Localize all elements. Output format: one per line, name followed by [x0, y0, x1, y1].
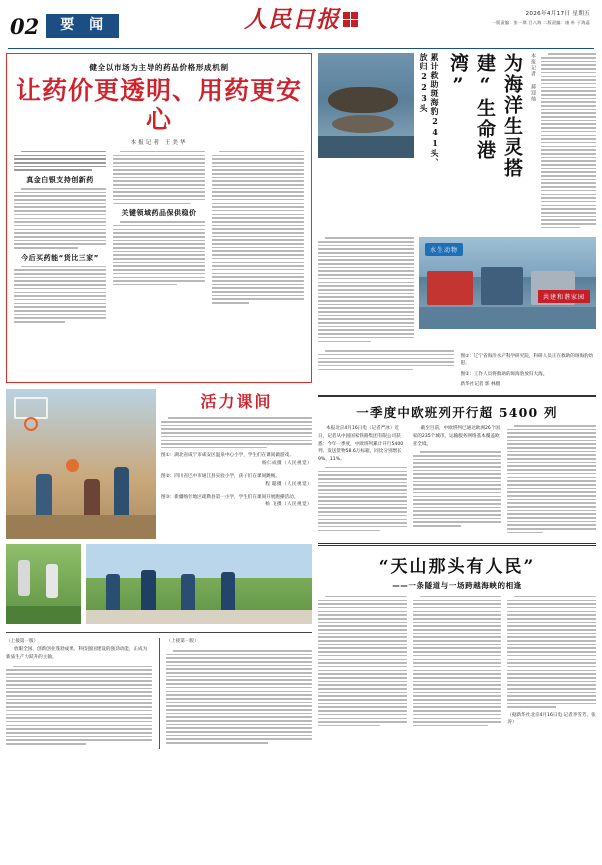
lead-subhead-b: 今后买药能“货比三家”: [21, 253, 99, 262]
body-text: [413, 451, 502, 526]
body-text: [113, 221, 205, 285]
seal-credit: 新华社记者 郭 林摄: [460, 382, 501, 388]
body-text: [507, 596, 596, 708]
class-caption-1: [161, 452, 312, 467]
rail-body-note: 截至目前，中欧班列已通达欧洲26个国家的235个城市，运输服务网络基本覆盖欧亚全境。: [412, 425, 501, 447]
section-divider-1: [318, 395, 596, 397]
page-body: [6, 49, 596, 748]
body-text: [161, 417, 312, 448]
seal-icon: [343, 12, 358, 27]
nameplate-title: 人民日报: [244, 6, 340, 33]
body-text: [318, 237, 414, 342]
issue-date: 2026年4月17日 星期五: [525, 11, 590, 17]
class-photo-rope: [6, 544, 81, 624]
body-text: [113, 151, 205, 204]
class-photo-main-wrap: [6, 389, 156, 539]
rail-story: [318, 403, 596, 538]
seal-byline: 本报记者 郝迎灿: [530, 53, 536, 103]
lead-body-columns: [14, 151, 304, 327]
body-text: [318, 467, 407, 531]
masthead-meta: [492, 9, 590, 26]
body-text: [212, 151, 304, 304]
continued-text: 放眼全国，创新创业蓬勃成果、科技强国建设的强劲动能，正成为新质生产力跃升的主轴。: [6, 646, 148, 660]
seal-story: [318, 53, 596, 388]
lead-subhead-c: 关键领域药品保供稳价: [121, 209, 197, 218]
body-text: [166, 650, 312, 744]
footer-note: [6, 638, 312, 748]
tunnel-col-1: [318, 596, 407, 731]
badge-harmonious-home: 共建和谐家园: [538, 290, 590, 303]
tunnel-col-3: [507, 596, 596, 731]
caption-credit: 杨 飞摄（人民视觉）: [265, 502, 312, 508]
body-text: [413, 596, 502, 727]
left-column: [6, 53, 312, 748]
seal-caption-1: 图①：辽宁省海洋水产科学研究院，科研人员正在救助的斑海豹幼崽。: [460, 354, 594, 367]
caption-text: 图③：新疆喀什地区疏勒县第一小学，学生们在课间开展跑操活动。: [161, 494, 299, 500]
caption-credit: 杨仁成摄（人民视觉）: [262, 460, 312, 466]
lead-shoulder: 健全以市场为主导的药品价格形成机制: [89, 63, 229, 73]
rail-col-3: [507, 425, 596, 538]
continued-label-2: （上接第一版）: [166, 639, 199, 645]
class-caption-2: [161, 473, 312, 488]
rail-dateline: 本报北京4月16日电（记者严冰）近日，记者从中国国家铁路集团有限公司获悉：今年一季度，中欧班列累计开行5400列、发送货物58.6万标箱，同比分别增长9%、11%。: [318, 425, 404, 463]
body-text: [14, 188, 106, 249]
section-divider-2: [318, 543, 596, 545]
section-badge: 要 闻: [46, 14, 119, 39]
continued-label: （上接第一版）: [6, 639, 39, 645]
nameplate: [244, 8, 358, 31]
lead-headline: 让药价更透明、用药更安心: [15, 76, 302, 135]
class-story: [6, 389, 312, 624]
class-photo-basketball: [6, 389, 156, 539]
class-caption-3: [161, 494, 312, 509]
body-text: [318, 596, 407, 727]
badge-aquatic-animal: 水生动物: [425, 243, 463, 256]
tunnel-subtitle: ——一条隧道与一场跨越海峡的相逢: [392, 580, 522, 590]
seal-headline-block: [419, 53, 596, 232]
footer-divider: [6, 632, 312, 633]
seal-photo-wrap: [318, 53, 414, 232]
body-text: [541, 53, 596, 228]
body-text: [318, 350, 454, 370]
tunnel-credit: （据新华社北京4月16日电 记者李雪芳、张涛）: [507, 713, 596, 726]
seal-shoulder: 累计救助斑海豹241头、放归223头: [419, 53, 440, 168]
caption-text: 图①：湖北省咸宁市咸安区温泉中心小学，学生们在课间做游戏。: [161, 453, 294, 459]
rail-col-1: [318, 425, 407, 538]
tunnel-story: [318, 552, 596, 731]
tunnel-col-2: [413, 596, 502, 731]
page-number: 02: [10, 13, 40, 39]
caption-credit: 程 聪摄（人民视觉）: [265, 481, 312, 487]
seal-headline: 为海洋生灵搭建“生命港湾”: [447, 53, 523, 180]
issue-editors: 一版责编：张一琪 吕八海 二版责编：康 朴 于海蕊: [491, 20, 590, 25]
lead-col-3: [212, 151, 304, 327]
right-column: [318, 53, 596, 748]
class-photo-row-2: [6, 544, 312, 624]
body-text: [6, 666, 152, 745]
masthead: [6, 0, 596, 46]
class-text-wrap: [161, 389, 312, 539]
caption-text: 图②：四川省巴中市通江县实验小学，孩子们在课间跳绳。: [161, 474, 280, 480]
lead-byline: 本报记者 王美华: [130, 139, 188, 146]
lead-subhead-a: 真金白银支持创新药: [26, 175, 94, 184]
body-text: [14, 151, 106, 171]
rail-col-2: [413, 425, 502, 538]
seal-photo-release: [419, 237, 596, 329]
body-text: [507, 425, 596, 534]
lead-story: [6, 53, 312, 383]
rail-headline: 一季度中欧班列开行超 5400 列: [356, 404, 558, 420]
seal-photo-rescue: [318, 53, 414, 158]
class-photo-exercise: [86, 544, 312, 624]
lead-col-1: [14, 151, 106, 327]
class-headline: 活力课间: [200, 392, 273, 412]
lead-col-2: [113, 151, 205, 327]
seal-caption-2: 图②：工作人员将救助的斑海豹放归大海。: [460, 371, 548, 377]
tunnel-headline: “天山那头有人民”: [378, 556, 536, 577]
body-text: [14, 266, 106, 323]
